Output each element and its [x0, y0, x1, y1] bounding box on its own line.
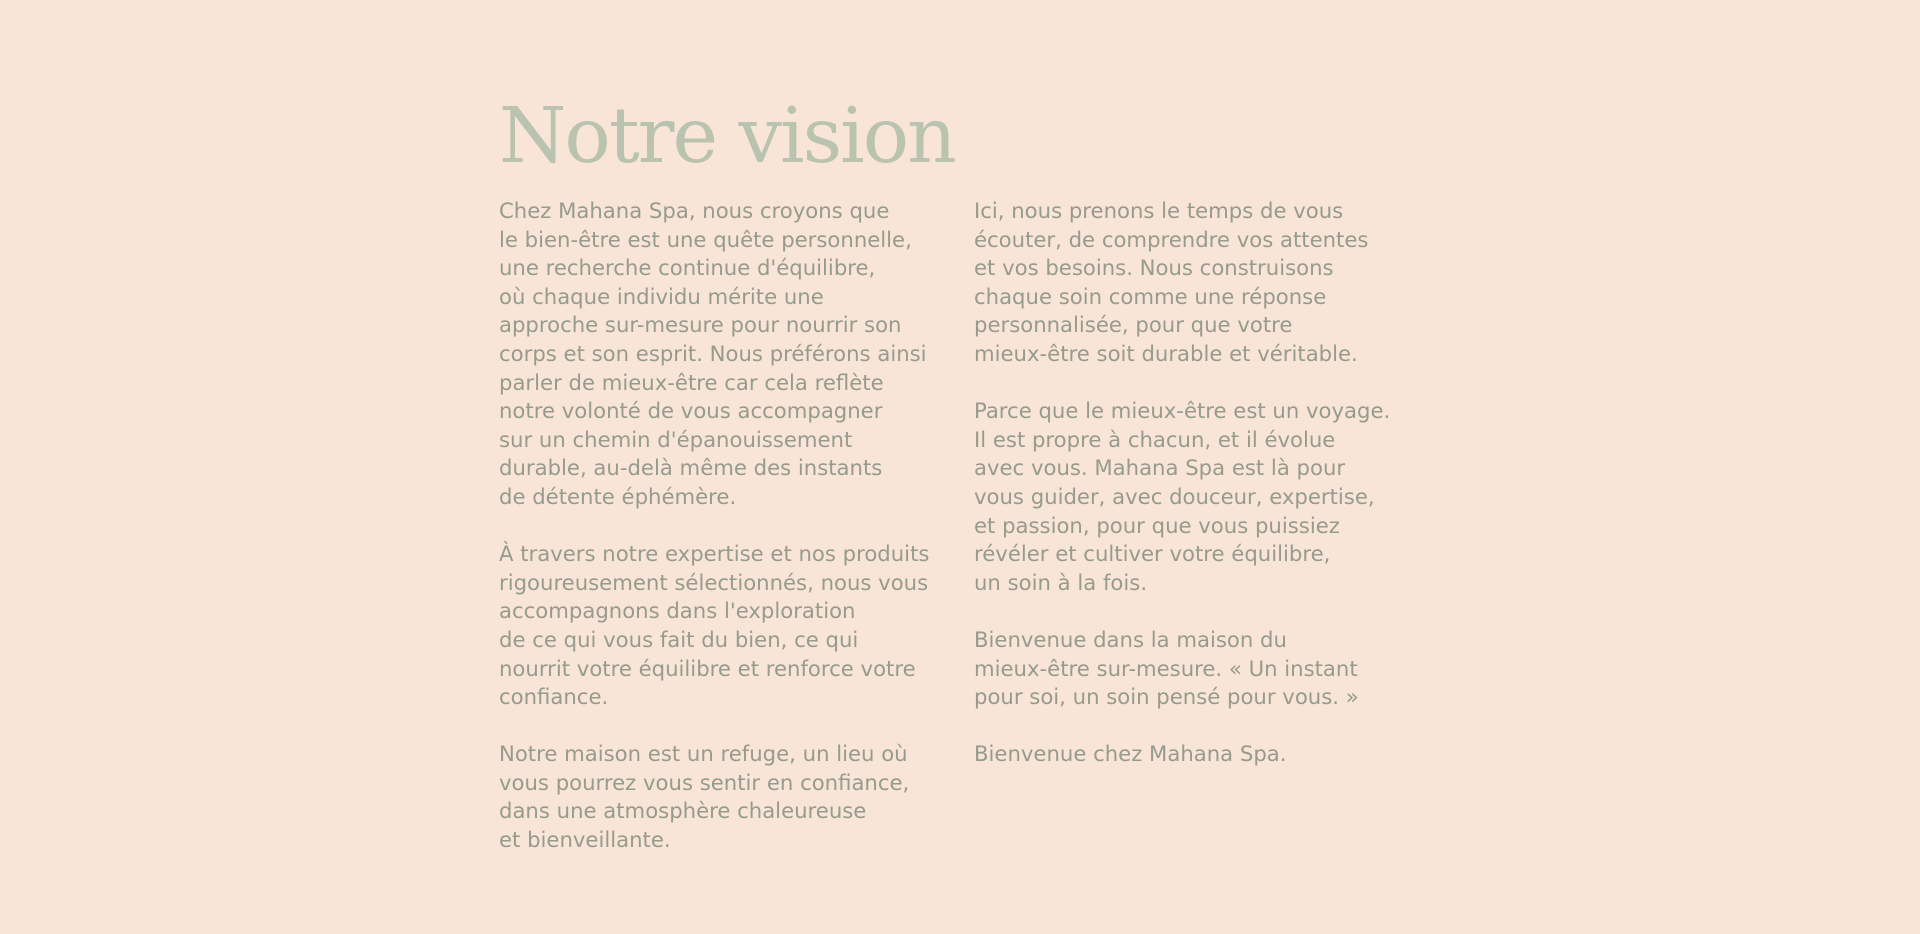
text-line: confiance. [499, 684, 609, 710]
text-line: vous pourrez vous sentir en confiance, [499, 769, 910, 795]
text-line: Bienvenue chez Mahana Spa. [974, 741, 1287, 767]
text-line: mieux-être soit durable et véritable. [974, 340, 1358, 366]
text-line: corps et son esprit. Nous préférons ainsi [499, 340, 927, 366]
text-line: un soin à la fois. [974, 569, 1148, 595]
text-line: dans une atmosphère chaleureuse [499, 798, 867, 824]
paragraph [499, 197, 959, 512]
text-line: Bienvenue dans la maison du [974, 626, 1287, 652]
text-line: et bienveillante. [499, 827, 671, 853]
text-line: sur un chemin d'épanouissement [499, 426, 853, 452]
text-line: personnalisée, pour que votre [974, 312, 1293, 338]
text-line: À travers notre expertise et nos produits [499, 541, 930, 567]
text-line: écouter, de comprendre vos attentes [974, 226, 1369, 252]
right-column [974, 197, 1454, 797]
paragraph [974, 740, 1454, 769]
text-line: vous guider, avec douceur, expertise, [974, 483, 1375, 509]
text-line: notre volonté de vous accompagner [499, 398, 883, 424]
text-line: de détente éphémère. [499, 483, 737, 509]
text-line: Notre maison est un refuge, un lieu où [499, 741, 908, 767]
paragraph [499, 740, 959, 854]
paragraph [974, 626, 1454, 712]
text-line: parler de mieux-être car cela reflète [499, 369, 884, 395]
paragraph [974, 197, 1454, 369]
text-line: mieux-être sur-mesure. « Un instant [974, 655, 1358, 681]
paragraph [974, 397, 1454, 597]
text-line: le bien-être est une quête personnelle, [499, 226, 912, 252]
text-line: Chez Mahana Spa, nous croyons que [499, 198, 890, 223]
text-line: Parce que le mieux-être est un voyage. [974, 398, 1391, 424]
paragraph [499, 540, 959, 712]
text-line: durable, au-delà même des instants [499, 455, 883, 481]
text-line: Il est propre à chacun, et il évolue [974, 426, 1336, 452]
text-line: accompagnons dans l'exploration [499, 598, 856, 624]
text-line: rigoureusement sélectionnés, nous vous [499, 569, 929, 595]
text-line: de ce qui vous fait du bien, ce qui [499, 626, 859, 652]
text-line: et vos besoins. Nous construisons [974, 255, 1334, 281]
text-line: approche sur-mesure pour nourrir son [499, 312, 902, 338]
text-line: une recherche continue d'équilibre, [499, 255, 876, 281]
text-line: révéler et cultiver votre équilibre, [974, 541, 1331, 567]
text-line: Ici, nous prenons le temps de vous [974, 198, 1344, 223]
text-line: où chaque individu mérite une [499, 283, 824, 309]
page-title: Notre vision [499, 92, 955, 181]
text-line: avec vous. Mahana Spa est là pour [974, 455, 1346, 481]
text-line: nourrit votre équilibre et renforce votre [499, 655, 916, 681]
left-column [499, 197, 959, 883]
text-line: chaque soin comme une réponse [974, 283, 1327, 309]
text-line: et passion, pour que vous puissiez [974, 512, 1340, 538]
text-line: pour soi, un soin pensé pour vous. » [974, 684, 1359, 710]
